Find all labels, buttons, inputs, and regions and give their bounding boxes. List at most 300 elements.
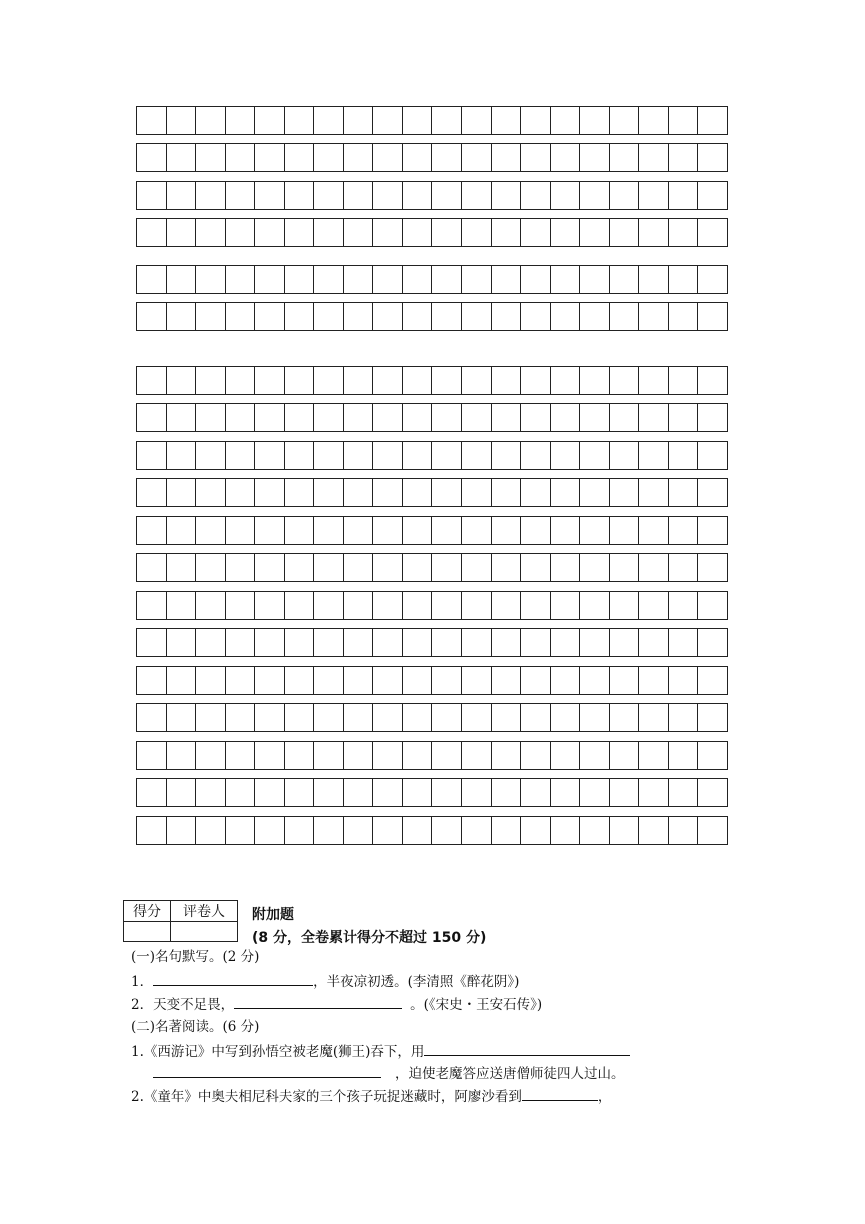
grid-cell[interactable]: [551, 479, 581, 506]
grid-cell[interactable]: [580, 742, 610, 769]
grid-cell[interactable]: [344, 592, 374, 619]
grid-cell[interactable]: [580, 554, 610, 581]
grid-cell[interactable]: [285, 704, 315, 731]
grid-cell[interactable]: [167, 182, 197, 209]
grid-cell[interactable]: [551, 817, 581, 844]
grid-cell[interactable]: [462, 219, 492, 246]
grid-cell[interactable]: [373, 779, 403, 806]
grid-cell[interactable]: [226, 107, 256, 134]
grid-cell[interactable]: [314, 554, 344, 581]
grid-cell[interactable]: [580, 442, 610, 469]
grid-cell[interactable]: [521, 592, 551, 619]
grid-cell[interactable]: [255, 442, 285, 469]
grid-cell[interactable]: [492, 704, 522, 731]
grid-cell[interactable]: [167, 667, 197, 694]
grid-cell[interactable]: [610, 817, 640, 844]
grid-cell[interactable]: [167, 704, 197, 731]
grid-cell[interactable]: [255, 517, 285, 544]
grid-cell[interactable]: [551, 107, 581, 134]
grid-cell[interactable]: [698, 817, 728, 844]
grid-cell[interactable]: [432, 442, 462, 469]
grid-cell[interactable]: [669, 107, 699, 134]
grid-cell[interactable]: [551, 219, 581, 246]
grid-cell[interactable]: [551, 303, 581, 330]
grid-cell[interactable]: [196, 629, 226, 656]
grid-cell[interactable]: [462, 704, 492, 731]
grid-cell[interactable]: [610, 404, 640, 431]
grid-cell[interactable]: [196, 479, 226, 506]
grid-cell[interactable]: [610, 592, 640, 619]
grid-cell[interactable]: [551, 442, 581, 469]
grid-cell[interactable]: [285, 554, 315, 581]
grid-cell[interactable]: [226, 667, 256, 694]
grid-cell[interactable]: [344, 742, 374, 769]
grid-cell[interactable]: [639, 592, 669, 619]
grid-cell[interactable]: [669, 182, 699, 209]
grid-cell[interactable]: [698, 704, 728, 731]
grid-cell[interactable]: [226, 303, 256, 330]
grid-cell[interactable]: [167, 517, 197, 544]
grid-cell[interactable]: [698, 182, 728, 209]
grid-cell[interactable]: [196, 367, 226, 394]
grid-cell[interactable]: [285, 144, 315, 171]
grid-cell[interactable]: [373, 554, 403, 581]
grid-cell[interactable]: [373, 704, 403, 731]
grid-cell[interactable]: [639, 404, 669, 431]
grid-cell[interactable]: [698, 742, 728, 769]
grid-cell[interactable]: [255, 182, 285, 209]
grid-cell[interactable]: [196, 554, 226, 581]
grid-cell[interactable]: [196, 144, 226, 171]
grid-cell[interactable]: [432, 266, 462, 293]
grid-cell[interactable]: [403, 144, 433, 171]
grid-cell[interactable]: [373, 592, 403, 619]
grid-cell[interactable]: [344, 667, 374, 694]
grid-cell[interactable]: [314, 367, 344, 394]
grid-cell[interactable]: [610, 219, 640, 246]
grid-cell[interactable]: [167, 442, 197, 469]
grid-cell[interactable]: [167, 107, 197, 134]
s2-q1-blank-b[interactable]: [153, 1063, 381, 1078]
grid-cell[interactable]: [492, 479, 522, 506]
grid-cell[interactable]: [462, 404, 492, 431]
grid-cell[interactable]: [373, 266, 403, 293]
grid-cell[interactable]: [403, 479, 433, 506]
grid-cell[interactable]: [432, 742, 462, 769]
grid-cell[interactable]: [639, 479, 669, 506]
grid-cell[interactable]: [314, 517, 344, 544]
grid-cell[interactable]: [432, 219, 462, 246]
grid-cell[interactable]: [698, 404, 728, 431]
grid-cell[interactable]: [492, 404, 522, 431]
grid-cell[interactable]: [462, 629, 492, 656]
grid-cell[interactable]: [610, 742, 640, 769]
grid-cell[interactable]: [285, 182, 315, 209]
grid-cell[interactable]: [580, 704, 610, 731]
grid-cell[interactable]: [698, 779, 728, 806]
grid-cell[interactable]: [167, 479, 197, 506]
grid-cell[interactable]: [314, 404, 344, 431]
grid-cell[interactable]: [669, 817, 699, 844]
grid-cell[interactable]: [226, 517, 256, 544]
grid-cell[interactable]: [492, 779, 522, 806]
grid-cell[interactable]: [314, 704, 344, 731]
grid-cell[interactable]: [669, 554, 699, 581]
grid-cell[interactable]: [492, 517, 522, 544]
grid-cell[interactable]: [167, 367, 197, 394]
grid-cell[interactable]: [373, 667, 403, 694]
grid-cell[interactable]: [580, 517, 610, 544]
grid-cell[interactable]: [580, 266, 610, 293]
grid-cell[interactable]: [492, 592, 522, 619]
grid-cell[interactable]: [580, 817, 610, 844]
grid-cell[interactable]: [373, 367, 403, 394]
grid-cell[interactable]: [196, 704, 226, 731]
grid-cell[interactable]: [137, 779, 167, 806]
grid-cell[interactable]: [226, 219, 256, 246]
grid-cell[interactable]: [551, 404, 581, 431]
grid-cell[interactable]: [403, 667, 433, 694]
grid-cell[interactable]: [403, 182, 433, 209]
grid-cell[interactable]: [285, 303, 315, 330]
grid-cell[interactable]: [344, 704, 374, 731]
grid-cell[interactable]: [669, 303, 699, 330]
grid-cell[interactable]: [698, 144, 728, 171]
grid-cell[interactable]: [492, 442, 522, 469]
grid-cell[interactable]: [314, 742, 344, 769]
grid-cell[interactable]: [462, 779, 492, 806]
grid-cell[interactable]: [344, 629, 374, 656]
grid-cell[interactable]: [610, 554, 640, 581]
grid-cell[interactable]: [639, 817, 669, 844]
grid-cell[interactable]: [580, 479, 610, 506]
grid-cell[interactable]: [521, 303, 551, 330]
grid-cell[interactable]: [610, 442, 640, 469]
grid-cell[interactable]: [137, 817, 167, 844]
grid-cell[interactable]: [255, 107, 285, 134]
grid-cell[interactable]: [432, 367, 462, 394]
grid-cell[interactable]: [492, 144, 522, 171]
q2-blank[interactable]: [234, 994, 402, 1009]
grid-cell[interactable]: [698, 303, 728, 330]
grid-cell[interactable]: [580, 629, 610, 656]
grid-cell[interactable]: [462, 303, 492, 330]
grid-cell[interactable]: [492, 742, 522, 769]
grid-cell[interactable]: [698, 554, 728, 581]
grid-cell[interactable]: [344, 817, 374, 844]
grid-cell[interactable]: [255, 779, 285, 806]
grid-cell[interactable]: [285, 517, 315, 544]
grid-cell[interactable]: [373, 742, 403, 769]
grid-cell[interactable]: [521, 704, 551, 731]
grid-cell[interactable]: [167, 629, 197, 656]
grid-cell[interactable]: [403, 517, 433, 544]
grid-cell[interactable]: [373, 817, 403, 844]
grid-cell[interactable]: [285, 107, 315, 134]
grid-cell[interactable]: [610, 479, 640, 506]
s2-q2-blank[interactable]: [522, 1086, 598, 1101]
grid-cell[interactable]: [639, 742, 669, 769]
grid-cell[interactable]: [373, 517, 403, 544]
grid-cell[interactable]: [226, 779, 256, 806]
grid-cell[interactable]: [432, 779, 462, 806]
grid-cell[interactable]: [698, 266, 728, 293]
grid-cell[interactable]: [196, 517, 226, 544]
grid-cell[interactable]: [551, 704, 581, 731]
grid-cell[interactable]: [639, 517, 669, 544]
grid-cell[interactable]: [551, 629, 581, 656]
grid-cell[interactable]: [196, 742, 226, 769]
grid-cell[interactable]: [403, 107, 433, 134]
grid-cell[interactable]: [432, 667, 462, 694]
grid-cell[interactable]: [285, 442, 315, 469]
grid-cell[interactable]: [137, 266, 167, 293]
grid-cell[interactable]: [492, 817, 522, 844]
grid-cell[interactable]: [610, 144, 640, 171]
grid-cell[interactable]: [669, 779, 699, 806]
grid-cell[interactable]: [255, 629, 285, 656]
grid-cell[interactable]: [462, 266, 492, 293]
grid-cell[interactable]: [196, 592, 226, 619]
grid-cell[interactable]: [492, 554, 522, 581]
grid-cell[interactable]: [669, 742, 699, 769]
grid-cell[interactable]: [580, 404, 610, 431]
grid-cell[interactable]: [167, 817, 197, 844]
grid-cell[interactable]: [580, 219, 610, 246]
grid-cell[interactable]: [255, 367, 285, 394]
grid-cell[interactable]: [344, 779, 374, 806]
grid-cell[interactable]: [344, 219, 374, 246]
grid-cell[interactable]: [137, 667, 167, 694]
grid-cell[interactable]: [137, 592, 167, 619]
grid-cell[interactable]: [639, 266, 669, 293]
grid-cell[interactable]: [314, 779, 344, 806]
grid-cell[interactable]: [610, 266, 640, 293]
grid-cell[interactable]: [196, 817, 226, 844]
grid-cell[interactable]: [462, 592, 492, 619]
grid-cell[interactable]: [551, 779, 581, 806]
grid-cell[interactable]: [285, 629, 315, 656]
grid-cell[interactable]: [344, 404, 374, 431]
grid-cell[interactable]: [314, 144, 344, 171]
grid-cell[interactable]: [344, 367, 374, 394]
grid-cell[interactable]: [373, 144, 403, 171]
grid-cell[interactable]: [551, 554, 581, 581]
grid-cell[interactable]: [255, 667, 285, 694]
grid-cell[interactable]: [344, 479, 374, 506]
grid-cell[interactable]: [669, 592, 699, 619]
grid-cell[interactable]: [226, 817, 256, 844]
grid-cell[interactable]: [314, 667, 344, 694]
grid-cell[interactable]: [226, 404, 256, 431]
grid-cell[interactable]: [196, 442, 226, 469]
grid-cell[interactable]: [314, 182, 344, 209]
grid-cell[interactable]: [610, 367, 640, 394]
grid-cell[interactable]: [196, 404, 226, 431]
grid-cell[interactable]: [255, 592, 285, 619]
grid-cell[interactable]: [610, 107, 640, 134]
grid-cell[interactable]: [639, 629, 669, 656]
grid-cell[interactable]: [344, 442, 374, 469]
grid-cell[interactable]: [610, 779, 640, 806]
grid-cell[interactable]: [137, 219, 167, 246]
grid-cell[interactable]: [639, 107, 669, 134]
grid-cell[interactable]: [137, 479, 167, 506]
grid-cell[interactable]: [403, 704, 433, 731]
grid-cell[interactable]: [403, 303, 433, 330]
grid-cell[interactable]: [314, 592, 344, 619]
grid-cell[interactable]: [314, 479, 344, 506]
grid-cell[interactable]: [285, 367, 315, 394]
grid-cell[interactable]: [462, 479, 492, 506]
grid-cell[interactable]: [285, 266, 315, 293]
grid-cell[interactable]: [462, 442, 492, 469]
grid-cell[interactable]: [403, 367, 433, 394]
grid-cell[interactable]: [492, 667, 522, 694]
grid-cell[interactable]: [285, 667, 315, 694]
q1-blank[interactable]: [153, 971, 313, 986]
grid-cell[interactable]: [226, 554, 256, 581]
grid-cell[interactable]: [167, 144, 197, 171]
grid-cell[interactable]: [551, 144, 581, 171]
grid-cell[interactable]: [314, 219, 344, 246]
grid-cell[interactable]: [432, 592, 462, 619]
grid-cell[interactable]: [167, 404, 197, 431]
grid-cell[interactable]: [432, 554, 462, 581]
grid-cell[interactable]: [137, 554, 167, 581]
grid-cell[interactable]: [432, 629, 462, 656]
grid-cell[interactable]: [462, 144, 492, 171]
grid-cell[interactable]: [137, 442, 167, 469]
grid-cell[interactable]: [403, 554, 433, 581]
grid-cell[interactable]: [669, 144, 699, 171]
grid-cell[interactable]: [580, 303, 610, 330]
grid-cell[interactable]: [137, 303, 167, 330]
grid-cell[interactable]: [344, 266, 374, 293]
grid-cell[interactable]: [521, 107, 551, 134]
grid-cell[interactable]: [698, 219, 728, 246]
grid-cell[interactable]: [610, 667, 640, 694]
grid-cell[interactable]: [432, 144, 462, 171]
grid-cell[interactable]: [226, 742, 256, 769]
grid-cell[interactable]: [462, 182, 492, 209]
grid-cell[interactable]: [226, 182, 256, 209]
grid-cell[interactable]: [255, 303, 285, 330]
grid-cell[interactable]: [255, 219, 285, 246]
grid-cell[interactable]: [698, 667, 728, 694]
grid-cell[interactable]: [344, 182, 374, 209]
grid-cell[interactable]: [373, 479, 403, 506]
grid-cell[interactable]: [462, 367, 492, 394]
grid-cell[interactable]: [137, 144, 167, 171]
grid-cell[interactable]: [492, 107, 522, 134]
grid-cell[interactable]: [255, 479, 285, 506]
grid-cell[interactable]: [255, 554, 285, 581]
grid-cell[interactable]: [639, 219, 669, 246]
grid-cell[interactable]: [403, 629, 433, 656]
grid-cell[interactable]: [196, 303, 226, 330]
grid-cell[interactable]: [669, 704, 699, 731]
grid-cell[interactable]: [521, 219, 551, 246]
grid-cell[interactable]: [196, 107, 226, 134]
grid-cell[interactable]: [462, 817, 492, 844]
grid-cell[interactable]: [285, 742, 315, 769]
grid-cell[interactable]: [373, 629, 403, 656]
grid-cell[interactable]: [610, 182, 640, 209]
grid-cell[interactable]: [698, 442, 728, 469]
grid-cell[interactable]: [344, 517, 374, 544]
grid-cell[interactable]: [521, 182, 551, 209]
grid-cell[interactable]: [373, 182, 403, 209]
grid-cell[interactable]: [255, 742, 285, 769]
grid-cell[interactable]: [432, 107, 462, 134]
grid-cell[interactable]: [344, 303, 374, 330]
grid-cell[interactable]: [521, 479, 551, 506]
grid-cell[interactable]: [255, 144, 285, 171]
grid-cell[interactable]: [669, 367, 699, 394]
grid-cell[interactable]: [285, 592, 315, 619]
grid-cell[interactable]: [669, 219, 699, 246]
grid-cell[interactable]: [167, 592, 197, 619]
grid-cell[interactable]: [521, 779, 551, 806]
grid-cell[interactable]: [137, 629, 167, 656]
grid-cell[interactable]: [373, 442, 403, 469]
grid-cell[interactable]: [639, 704, 669, 731]
grid-cell[interactable]: [492, 629, 522, 656]
grid-cell[interactable]: [137, 517, 167, 544]
grid-cell[interactable]: [462, 107, 492, 134]
grid-cell[interactable]: [373, 303, 403, 330]
grid-cell[interactable]: [521, 442, 551, 469]
grid-cell[interactable]: [521, 517, 551, 544]
grid-cell[interactable]: [403, 219, 433, 246]
grid-cell[interactable]: [639, 182, 669, 209]
grid-cell[interactable]: [403, 266, 433, 293]
grid-cell[interactable]: [551, 742, 581, 769]
grid-cell[interactable]: [314, 303, 344, 330]
grid-cell[interactable]: [226, 592, 256, 619]
grid-cell[interactable]: [580, 667, 610, 694]
grid-cell[interactable]: [669, 442, 699, 469]
grid-cell[interactable]: [698, 479, 728, 506]
grid-cell[interactable]: [521, 667, 551, 694]
grid-cell[interactable]: [344, 554, 374, 581]
grid-cell[interactable]: [255, 404, 285, 431]
grid-cell[interactable]: [698, 592, 728, 619]
grid-cell[interactable]: [403, 742, 433, 769]
grid-cell[interactable]: [196, 219, 226, 246]
grid-cell[interactable]: [167, 219, 197, 246]
grid-cell[interactable]: [403, 592, 433, 619]
grid-cell[interactable]: [698, 629, 728, 656]
grid-cell[interactable]: [462, 517, 492, 544]
grid-cell[interactable]: [580, 107, 610, 134]
grid-cell[interactable]: [462, 742, 492, 769]
grid-cell[interactable]: [580, 592, 610, 619]
grid-cell[interactable]: [669, 667, 699, 694]
grid-cell[interactable]: [137, 182, 167, 209]
grid-cell[interactable]: [432, 817, 462, 844]
grid-cell[interactable]: [137, 107, 167, 134]
grid-cell[interactable]: [639, 367, 669, 394]
grid-cell[interactable]: [580, 779, 610, 806]
grid-cell[interactable]: [344, 107, 374, 134]
grid-cell[interactable]: [226, 629, 256, 656]
grid-cell[interactable]: [314, 442, 344, 469]
grid-cell[interactable]: [521, 817, 551, 844]
grid-cell[interactable]: [373, 219, 403, 246]
grid-cell[interactable]: [669, 479, 699, 506]
